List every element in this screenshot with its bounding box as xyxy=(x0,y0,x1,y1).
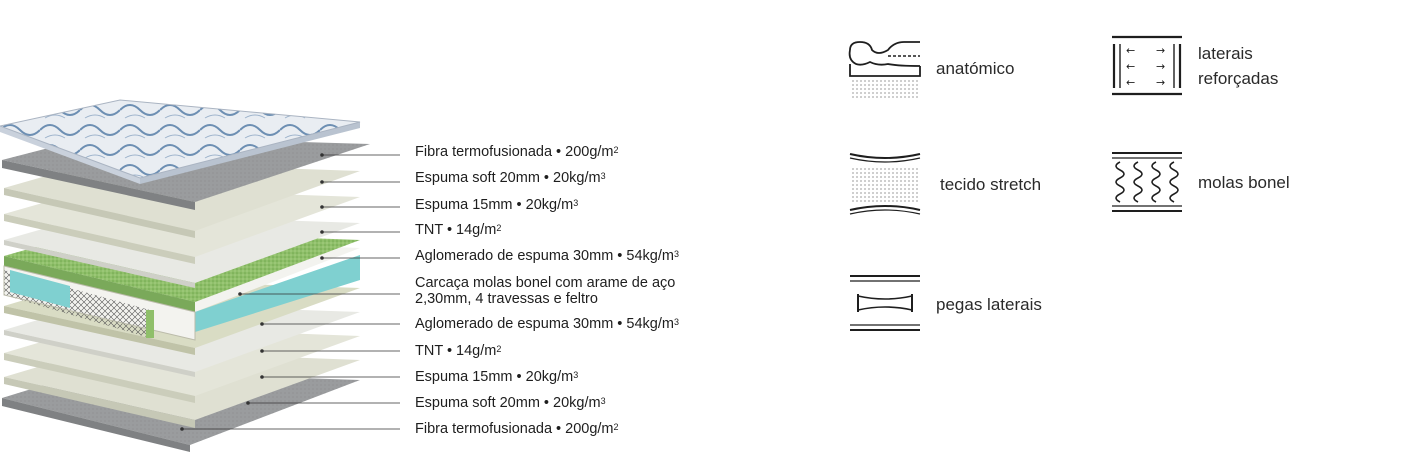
layer-label-unit-exponent: 3 xyxy=(673,317,679,327)
bonnell-springs-icon xyxy=(1110,150,1184,214)
feature-label: anatómico xyxy=(936,58,1015,78)
feature-label: pegas laterais xyxy=(936,294,1042,314)
feature-label-line2: reforçadas xyxy=(1198,69,1279,88)
layer-label-text: Espuma soft 20mm • 20kg/m xyxy=(415,170,601,186)
mattress-layers-illustration xyxy=(0,80,400,466)
layer-label xyxy=(415,316,679,332)
layer-label-unit-exponent: 2 xyxy=(613,145,619,155)
svg-text:←: ← xyxy=(1126,60,1136,73)
feature-bonnell-springs xyxy=(1110,150,1290,214)
layer-label xyxy=(415,343,501,359)
layer-label-text: TNT • 14g/m xyxy=(415,343,497,359)
feature-label-line1: laterais xyxy=(1198,44,1253,63)
layer-label xyxy=(415,144,619,160)
layer-label-unit-exponent: 3 xyxy=(600,396,606,406)
feature-stretch-fabric xyxy=(848,152,1041,216)
feature-side-handles xyxy=(848,272,1042,336)
layer-label xyxy=(415,369,578,385)
layer-label-text-line2: 2,30mm, 4 travessas e feltro xyxy=(415,291,598,307)
layer-label-text: Aglomerado de espuma 30mm • 54kg/m xyxy=(415,316,674,332)
layer-label xyxy=(415,197,578,213)
feature-reinforced-sides xyxy=(1110,34,1278,98)
layer-label xyxy=(415,222,501,238)
layer-label-text: Espuma 15mm • 20kg/m xyxy=(415,369,574,385)
layer-label xyxy=(415,421,619,437)
feature-label xyxy=(1198,41,1278,91)
layer-label-text: Espuma 15mm • 20kg/m xyxy=(415,197,574,213)
layer-label-text: Espuma soft 20mm • 20kg/m xyxy=(415,395,601,411)
svg-text:→: → xyxy=(1156,44,1166,57)
layer-label-text: Fibra termofusionada • 200g/m xyxy=(415,144,614,160)
layer-label xyxy=(415,395,606,411)
layer-label xyxy=(415,248,679,264)
svg-text:←: ← xyxy=(1126,76,1136,89)
feature-label: tecido stretch xyxy=(940,174,1042,194)
layer-label-unit-exponent: 2 xyxy=(496,223,502,233)
layer-label-unit-exponent: 2 xyxy=(613,422,619,432)
layer-label xyxy=(415,170,606,186)
layer-label-text: TNT • 14g/m xyxy=(415,222,497,238)
layer-label-text: Aglomerado de espuma 30mm • 54kg/m xyxy=(415,248,674,264)
svg-text:←: ← xyxy=(1126,44,1136,57)
anatomic-icon xyxy=(848,36,922,100)
reinforced-sides-icon xyxy=(1110,34,1184,98)
feature-anatomic xyxy=(848,36,1014,100)
layer-label-unit-exponent: 2 xyxy=(496,344,502,354)
feature-label: molas bonel xyxy=(1198,172,1290,192)
stretch-fabric-icon xyxy=(848,152,922,216)
layer-label-unit-exponent: 3 xyxy=(573,370,579,380)
side-handles-icon xyxy=(848,272,922,336)
layer-label-text: Fibra termofusionada • 200g/m xyxy=(415,421,614,437)
layer-label-unit-exponent: 3 xyxy=(573,198,579,208)
svg-text:→: → xyxy=(1156,76,1166,89)
layer-label-unit-exponent: 3 xyxy=(600,171,606,181)
layer-label-text: Carcaça molas bonel com arame de aço xyxy=(415,275,676,291)
layer-label xyxy=(415,275,675,307)
svg-text:→: → xyxy=(1156,60,1166,73)
layer-label-unit-exponent: 3 xyxy=(673,249,679,259)
